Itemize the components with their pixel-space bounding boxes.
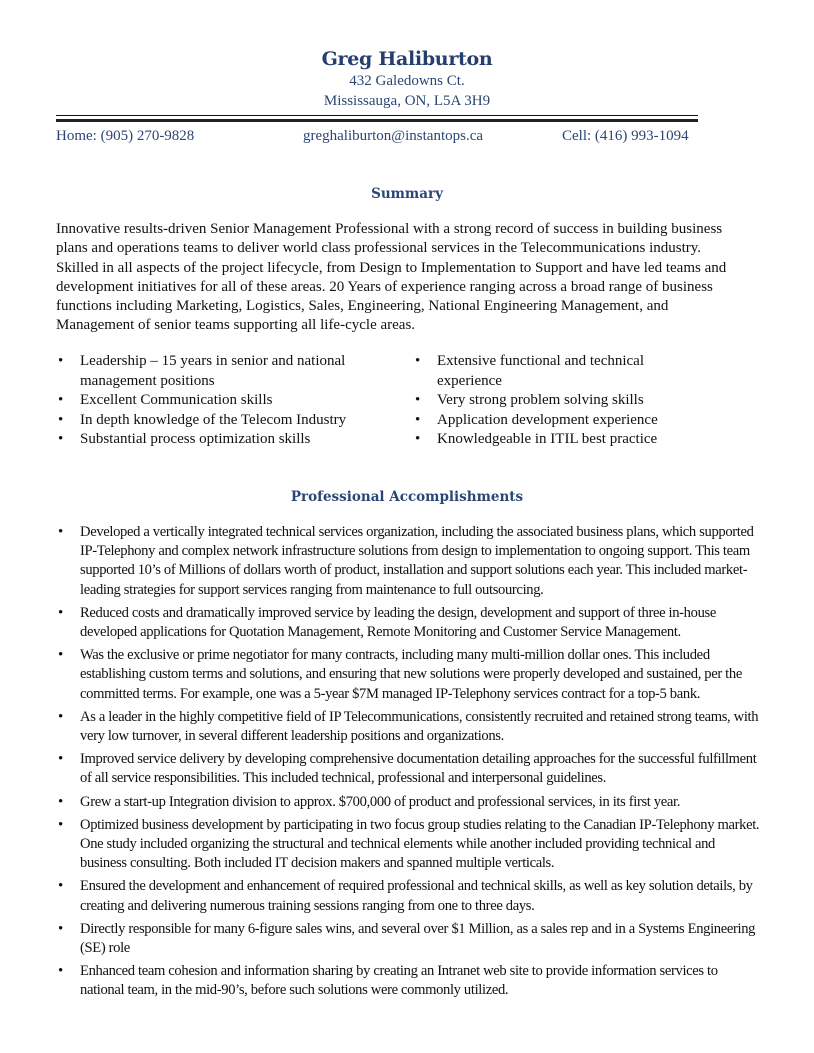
accomplishment-item: [56, 523, 761, 600]
accomplishments-list: [56, 523, 761, 1005]
accomplishment-item: [56, 793, 761, 812]
bullet-icon: •: [58, 708, 63, 725]
accomplishment-item: [56, 877, 761, 915]
bullet-icon: •: [58, 793, 63, 810]
address-line-1: 432 Galedowns Ct.: [349, 73, 465, 89]
bullet-icon: •: [415, 431, 421, 447]
accomplishment-text: Grew a start-up Integration division to approx. $700,000 of product and professional services, in its first year.: [80, 793, 680, 810]
header-divider-thin: [56, 115, 698, 116]
skill-text: Very strong problem solving skills: [437, 392, 644, 408]
accomplishment-text: Enhanced team cohesion and information sharing by creating an Intranet web site to provide information services to national team, in the mid-90’s, before such solutions were commonly utilized.: [80, 963, 718, 999]
skill-item: [413, 411, 703, 431]
skills-list-right: [413, 352, 703, 450]
skill-text: Knowledgeable in ITIL best practice: [437, 431, 658, 447]
email-address[interactable]: greghaliburton@instantops.ca: [303, 128, 484, 144]
bullet-icon: •: [58, 878, 63, 895]
accomplishment-item: [56, 816, 761, 874]
bullet-icon: •: [58, 411, 64, 428]
bullet-icon: •: [58, 920, 63, 937]
accomplishment-text: Directly responsible for many 6-figure sales wins, and several over $1 Million, as a sales rep and in a Systems Engineering (SE) role: [80, 920, 756, 957]
summary-heading: Summary: [371, 186, 443, 202]
accomplishment-text: Developed a vertically integrated technical services organization, including the associated business plans, which supported IP-Telephony and complex network infrastructure solutions from design to implementation to ongoing support. This team supported 10’s of Millions of dollars worth of product, installation and support solutions each year. This included market-leading strategies for support services ranging from maintenance to full outsourcing.: [80, 524, 754, 598]
skill-text: Excellent Communication skills: [80, 392, 273, 408]
summary-paragraph: Innovative results-driven Senior Management Professional with a strong record of success in building business plans and operations teams to deliver world class professional services in the Telecommunications industry. Skilled in all aspects of the project lifecycle, from Design to Implementation to Support and have led teams and development initiatives for all of these areas. 20 Years of experience ranging across a broad range of business functions including Marketing, Logistics, Sales, Engineering, National Engineering Management, and Management of senior teams supporting all life-cycle areas.: [56, 221, 727, 334]
bullet-icon: •: [58, 647, 63, 664]
accomplishment-item: [56, 646, 761, 704]
accomplishment-text: As a leader in the highly competitive field of IP Telecommunications, consistently recruited and retained strong teams, with very low turnover, in several different leadership positions and organizations.: [80, 708, 759, 745]
skill-text: Substantial process optimization skills: [80, 431, 311, 447]
accomplishment-text: Improved service delivery by developing comprehensive documentation detailing approaches for the successful fulfillment of all service responsibilities. This included technical, professional and interpersonal guidelines.: [80, 751, 757, 787]
bullet-icon: •: [58, 604, 63, 621]
accomplishments-heading: Professional Accomplishments: [290, 489, 524, 505]
skill-text: Extensive functional and technical experience: [437, 353, 645, 389]
skill-text: Application development experience: [437, 411, 658, 428]
home-phone: Home: (905) 270-9828: [56, 128, 195, 144]
bullet-icon: •: [415, 353, 421, 369]
skill-text: Leadership – 15 years in senior and national management positions: [80, 353, 346, 389]
skill-item: [413, 352, 703, 391]
header-divider-thick: [56, 119, 698, 122]
bullet-icon: •: [58, 751, 63, 768]
accomplishment-text: Was the exclusive or prime negotiator for many contracts, including many multi-million dollar ones. This included establishing custom terms and solutions, and ensuring that new solutions were properly developed and sustained, per the committed terms. For example, one was a 5-year $7M managed IP-Telephony services contract for a top-5 bank.: [80, 647, 742, 702]
skill-item: [56, 391, 376, 411]
bullet-icon: •: [415, 392, 421, 408]
bullet-icon: •: [58, 963, 63, 980]
bullet-icon: •: [58, 524, 63, 540]
skill-item: [56, 352, 376, 391]
skill-item: [413, 430, 703, 450]
skills-list-left: [56, 352, 376, 450]
candidate-name: Greg Haliburton: [321, 48, 493, 70]
accomplishment-text: Optimized business development by participating in two focus group studies relating to the Canadian IP-Telephony market. One study included organizing the structural and technical elements while another included providing technical and business consulting. Both included IT decision makers and spanned multiple verticals.: [80, 816, 760, 872]
bullet-icon: •: [58, 392, 64, 408]
accomplishment-text: Reduced costs and dramatically improved service by leading the design, development and support of three in-house developed applications for Quotation Management, Remote Monitoring and Customer Service Management.: [80, 604, 716, 641]
skill-text: In depth knowledge of the Telecom Industry: [80, 411, 347, 428]
skill-item: [413, 391, 703, 411]
accomplishment-item: [56, 750, 761, 788]
accomplishment-item: [56, 920, 761, 958]
accomplishment-item: [56, 708, 761, 746]
accomplishment-item: [56, 962, 761, 1000]
bullet-icon: •: [58, 353, 64, 369]
skill-item: [56, 430, 376, 450]
skill-item: [56, 411, 376, 431]
bullet-icon: •: [415, 411, 421, 428]
cell-phone: Cell: (416) 993-1094: [562, 128, 689, 144]
address-line-2: Mississauga, ON, L5A 3H9: [323, 93, 491, 109]
accomplishment-item: [56, 604, 761, 642]
bullet-icon: •: [58, 816, 63, 833]
accomplishment-text: Ensured the development and enhancement of required professional and technical skills, as well as key solution details, by creating and delivering numerous training sessions ranging from one to three days.: [80, 878, 753, 914]
bullet-icon: •: [58, 431, 64, 447]
